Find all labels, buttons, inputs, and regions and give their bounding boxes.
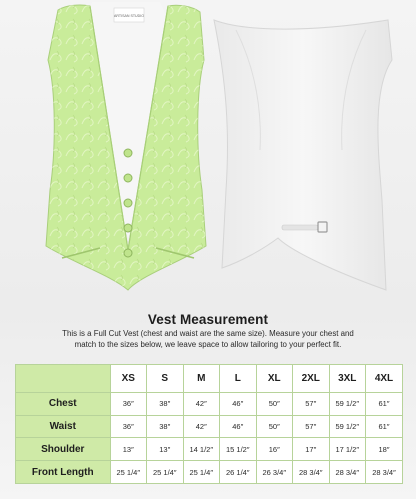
table-cell: 28 3/4″ bbox=[329, 461, 366, 484]
back-vest bbox=[214, 20, 392, 290]
table-cell: 14 1/2″ bbox=[183, 438, 220, 461]
table-cell: 18″ bbox=[366, 438, 403, 461]
table-cell: 16″ bbox=[256, 438, 293, 461]
table-cell: 59 1/2″ bbox=[329, 393, 366, 416]
table-cell: 28 3/4″ bbox=[366, 461, 403, 484]
description-line-2: match to the sizes below, we leave space to allow tailoring to your perfect fit. bbox=[74, 340, 342, 349]
size-header-xs: XS bbox=[110, 365, 147, 393]
table-cell: 36″ bbox=[110, 393, 147, 416]
size-header-s: S bbox=[147, 365, 184, 393]
size-header-row bbox=[16, 365, 402, 393]
table-cell: 57″ bbox=[293, 415, 330, 438]
table-row-shoulder bbox=[16, 438, 402, 461]
row-label-front-length: Front Length bbox=[16, 461, 110, 484]
table-cell: 28 3/4″ bbox=[293, 461, 330, 484]
front-vest bbox=[46, 2, 206, 290]
table-cell: 50″ bbox=[256, 393, 293, 416]
neck-tag-text: ARTISAN STUDIO bbox=[113, 14, 145, 18]
table-corner bbox=[16, 365, 110, 393]
table-row-front-length bbox=[16, 461, 402, 484]
table-cell: 36″ bbox=[110, 415, 147, 438]
table-cell: 61″ bbox=[366, 393, 403, 416]
table-cell: 46″ bbox=[220, 393, 257, 416]
table-cell: 17″ bbox=[293, 438, 330, 461]
row-label-waist: Waist bbox=[16, 415, 110, 438]
table-cell: 42″ bbox=[183, 415, 220, 438]
description-line-1: This is a Full Cut Vest (chest and waist are the same size). Measure your chest and bbox=[62, 329, 354, 338]
table-cell: 50″ bbox=[256, 415, 293, 438]
vest-description bbox=[8, 328, 408, 350]
size-header-2xl: 2XL bbox=[293, 365, 330, 393]
table-cell: 25 1/4″ bbox=[110, 461, 147, 484]
row-label-chest: Chest bbox=[16, 393, 110, 416]
size-chart bbox=[15, 364, 403, 484]
size-header-3xl: 3XL bbox=[329, 365, 366, 393]
table-cell: 25 1/4″ bbox=[147, 461, 184, 484]
size-header-4xl: 4XL bbox=[366, 365, 403, 393]
size-header-m: M bbox=[183, 365, 220, 393]
table-cell: 57″ bbox=[293, 393, 330, 416]
table-cell: 13″ bbox=[147, 438, 184, 461]
size-header-xl: XL bbox=[256, 365, 293, 393]
table-cell: 59 1/2″ bbox=[329, 415, 366, 438]
page-title: Vest Measurement bbox=[147, 312, 269, 327]
back-strap bbox=[282, 225, 318, 230]
row-label-shoulder: Shoulder bbox=[16, 438, 110, 461]
table-cell: 38″ bbox=[147, 415, 184, 438]
table-cell: 38″ bbox=[147, 393, 184, 416]
table-cell: 26 1/4″ bbox=[220, 461, 257, 484]
table-cell: 25 1/4″ bbox=[183, 461, 220, 484]
size-table bbox=[16, 365, 402, 483]
table-row-chest bbox=[16, 393, 402, 416]
table-cell: 13″ bbox=[110, 438, 147, 461]
table-cell: 15 1/2″ bbox=[220, 438, 257, 461]
table-cell: 61″ bbox=[366, 415, 403, 438]
size-header-l: L bbox=[220, 365, 257, 393]
table-cell: 46″ bbox=[220, 415, 257, 438]
table-cell: 26 3/4″ bbox=[256, 461, 293, 484]
table-row-waist bbox=[16, 415, 402, 438]
table-cell: 42″ bbox=[183, 393, 220, 416]
table-cell: 17 1/2″ bbox=[329, 438, 366, 461]
